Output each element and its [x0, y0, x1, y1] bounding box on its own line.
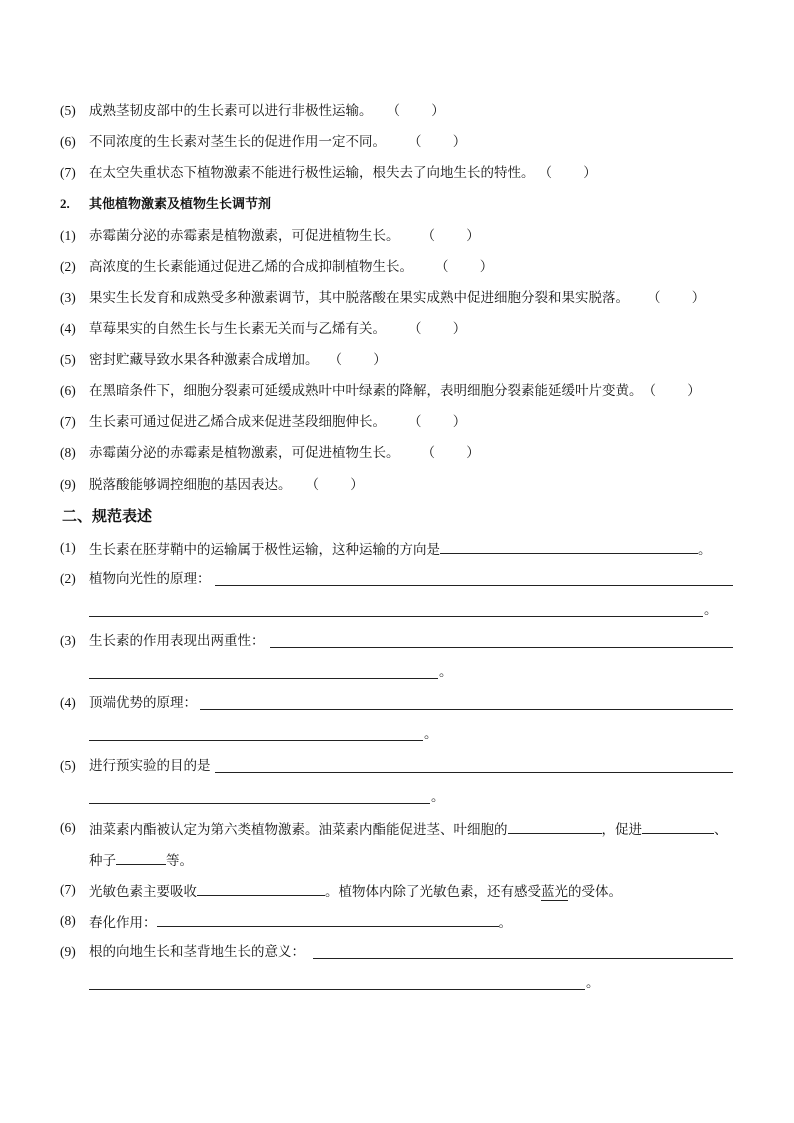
section-number: 2.	[60, 196, 70, 211]
item-number: (9)	[60, 477, 76, 492]
item-text: 在黑暗条件下，细胞分裂素可延缓成熟叶中叶绿素的降解，表明细胞分裂素能延缓叶片变黄。	[89, 383, 643, 399]
item-number: (6)	[60, 820, 76, 835]
item-number: (4)	[60, 695, 76, 710]
item-number: (5)	[60, 103, 76, 118]
item-text: 生长素在胚芽鞘中的运输属于极性运输，这种运输的方向是	[89, 542, 440, 558]
item-text: 光敏色素主要吸收	[89, 884, 197, 900]
answer-blank[interactable]	[508, 819, 602, 834]
item-number: (7)	[60, 414, 76, 429]
answer-blank[interactable]	[215, 585, 733, 586]
item-text: 在太空失重状态下植物激素不能进行极性运输，根失去了向地生长的特性。	[89, 165, 535, 181]
item-number: (3)	[60, 290, 76, 305]
item-number: (7)	[60, 882, 76, 897]
answer-blank[interactable]	[270, 647, 733, 648]
item-text: 赤霉菌分泌的赤霉素是植物激素，可促进植物生长。	[89, 228, 400, 244]
section-title	[60, 195, 271, 214]
answer-blank[interactable]	[89, 740, 423, 741]
item-text: 密封贮藏导致水果各种激素合成增加。	[89, 352, 319, 368]
item-text: 根的向地生长和茎背地生长的意义：	[89, 944, 305, 960]
answer-blank[interactable]	[89, 989, 585, 990]
answer-blank[interactable]	[642, 819, 714, 834]
answer-blank[interactable]	[89, 678, 438, 679]
express-item-continued	[89, 850, 193, 870]
item-text: 种子	[89, 853, 116, 869]
item-text: 生长素可通过促进乙烯合成来促进茎段细胞伸长。	[89, 414, 386, 430]
item-number: (3)	[60, 633, 76, 648]
item-text: 的受体。	[568, 884, 622, 900]
end-mark: 。	[431, 789, 445, 805]
item-text: 油菜素内酯被认定为第六类植物激素。油菜素内酯能促进茎、叶细胞的	[89, 822, 508, 838]
item-number: (9)	[60, 944, 76, 959]
item-number: (8)	[60, 913, 76, 928]
answer-paren[interactable]: （ ）	[421, 228, 480, 244]
answer-blank[interactable]	[200, 709, 733, 710]
item-text: 进行预实验的目的是	[89, 758, 211, 774]
item-text: 草莓果实的自然生长与生长素无关而与乙烯有关。	[89, 321, 386, 337]
item-number: (7)	[60, 165, 76, 180]
answer-blank[interactable]	[313, 958, 733, 959]
underlined-term: 蓝光	[541, 884, 568, 900]
item-text: 春化作用：	[89, 915, 157, 931]
item-number: (6)	[60, 134, 76, 149]
answer-paren[interactable]: （ ）	[386, 103, 445, 119]
answer-blank[interactable]	[197, 881, 325, 896]
item-number: (5)	[60, 352, 76, 367]
item-text: 。植物体内除了光敏色素，还有感受	[325, 884, 541, 900]
answer-paren[interactable]: （ ）	[408, 321, 467, 337]
item-text: 、	[714, 822, 728, 838]
answer-blank[interactable]	[89, 616, 703, 617]
answer-paren[interactable]: （ ）	[328, 352, 387, 368]
item-text: 成熟茎韧皮部中的生长素可以进行非极性运输。	[89, 103, 373, 119]
answer-paren[interactable]: （ ）	[435, 259, 494, 275]
answer-paren[interactable]: （ ）	[647, 290, 706, 306]
end-mark: 。	[698, 542, 712, 558]
end-mark: 。	[439, 664, 453, 680]
item-number: (1)	[60, 228, 76, 243]
end-mark: 等。	[166, 853, 193, 869]
item-text: 生长素的作用表现出两重性：	[89, 633, 265, 649]
item-number: (4)	[60, 321, 76, 336]
answer-paren[interactable]: （ ）	[642, 383, 701, 399]
item-text: 植物向光性的原理：	[89, 571, 211, 587]
answer-paren[interactable]: （ ）	[305, 477, 364, 493]
answer-blank[interactable]	[89, 803, 430, 804]
end-mark: 。	[704, 602, 718, 618]
item-number: (8)	[60, 445, 76, 460]
section-title-text: 其他植物激素及植物生长调节剂	[89, 197, 272, 212]
answer-blank[interactable]	[157, 912, 499, 927]
end-mark: 。	[586, 975, 600, 991]
answer-paren[interactable]: （ ）	[408, 134, 467, 150]
end-mark: 。	[424, 726, 438, 742]
item-text: 赤霉菌分泌的赤霉素是植物激素，可促进植物生长。	[89, 445, 400, 461]
item-text: 果实生长发育和成熟受多种激素调节，其中脱落酸在果实成熟中促进细胞分裂和果实脱落。	[89, 290, 629, 306]
item-text: 不同浓度的生长素对茎生长的促进作用一定不同。	[89, 134, 386, 150]
answer-paren[interactable]: （ ）	[408, 414, 467, 430]
answer-blank[interactable]	[116, 850, 166, 865]
answer-paren[interactable]: （ ）	[538, 165, 597, 181]
part-heading: 二、规范表述	[62, 507, 153, 525]
item-text: 顶端优势的原理：	[89, 695, 197, 711]
item-text: 脱落酸能够调控细胞的基因表达。	[89, 477, 292, 493]
item-number: (2)	[60, 571, 76, 586]
item-number: (2)	[60, 259, 76, 274]
answer-paren[interactable]: （ ）	[421, 445, 480, 461]
item-number: (5)	[60, 758, 76, 773]
item-number: (1)	[60, 540, 76, 555]
item-text: ，促进	[601, 822, 642, 838]
answer-blank[interactable]	[215, 772, 733, 773]
item-number: (6)	[60, 383, 76, 398]
answer-blank[interactable]	[440, 539, 698, 554]
item-text: 高浓度的生长素能通过促进乙烯的合成抑制植物生长。	[89, 259, 413, 275]
end-mark: 。	[498, 915, 512, 931]
